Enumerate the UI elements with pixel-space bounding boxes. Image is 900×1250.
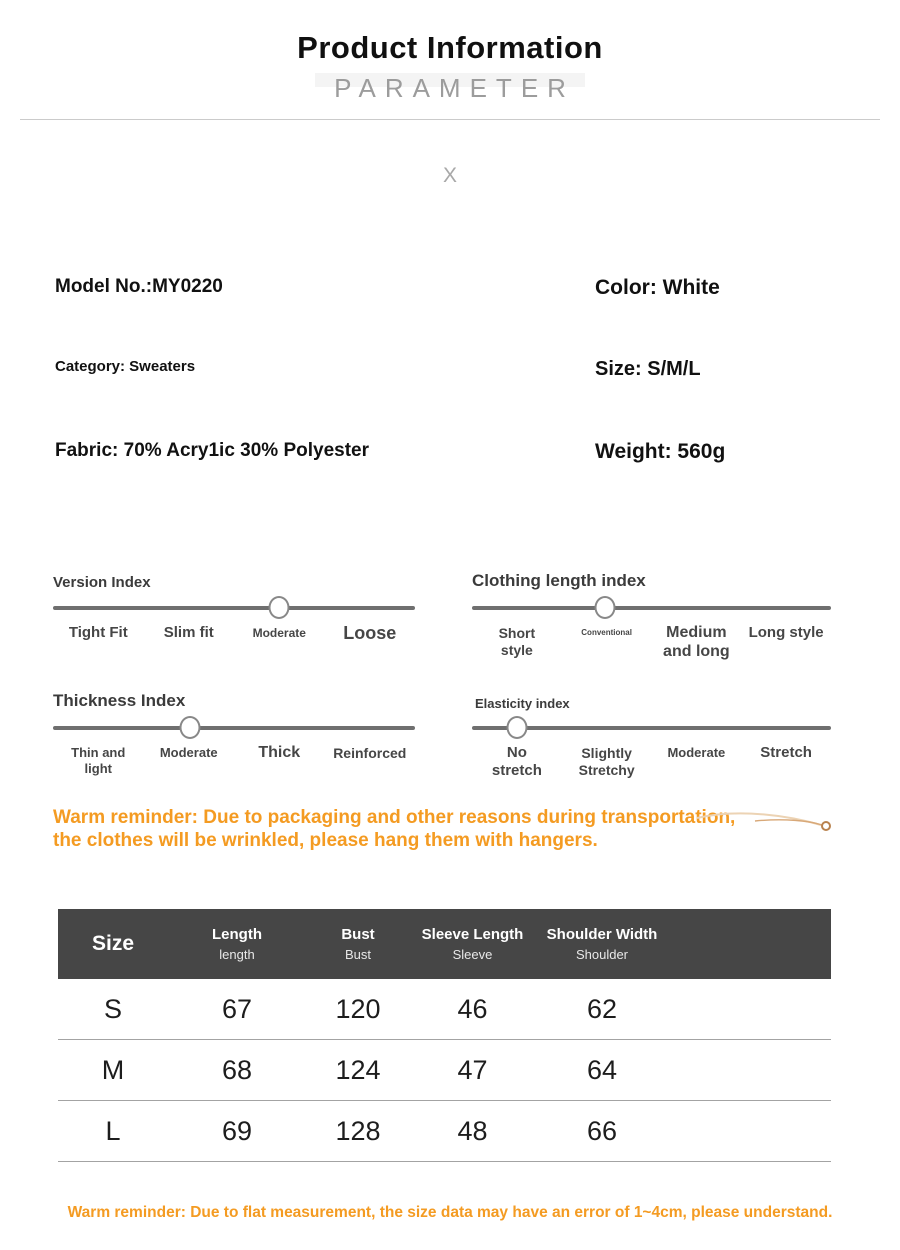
needle-thread-icon xyxy=(695,800,840,840)
slider-clothing-length-index xyxy=(472,562,831,661)
spec-model-no: Model No.:MY0220 xyxy=(55,276,223,297)
slider-label: Moderate xyxy=(159,745,218,761)
cell-shoulder: 64 xyxy=(586,1054,618,1085)
slider-label: Short style xyxy=(498,625,536,658)
cell-shoulder: 66 xyxy=(586,1115,618,1146)
page-subtitle: PARAMETER xyxy=(315,73,585,104)
table-row-s xyxy=(58,979,831,1040)
slider-label: Conventional xyxy=(581,628,632,637)
product-image-placeholder xyxy=(0,164,900,190)
column-header-shoulder: Shoulder Width Shoulder xyxy=(546,926,658,963)
slider-title: Version Index xyxy=(53,574,151,591)
slider-version-index xyxy=(53,562,415,661)
slider-labels xyxy=(53,743,415,776)
transport-reminder-line2: the clothes will be wrinkled, please hang them with hangers. xyxy=(53,830,598,852)
slider-knob[interactable] xyxy=(506,716,527,739)
size-table-header xyxy=(58,909,831,979)
spec-color: Color: White xyxy=(595,276,720,299)
slider-label: Loose xyxy=(343,623,397,643)
cell-bust: 124 xyxy=(335,1054,381,1085)
cell-sleeve: 46 xyxy=(457,993,488,1024)
slider-label: Moderate xyxy=(252,626,306,640)
slider-elasticity-index xyxy=(472,682,831,780)
broken-image-icon: X xyxy=(442,164,457,187)
cell-length: 67 xyxy=(221,993,253,1024)
table-row-m xyxy=(58,1040,831,1101)
slider-label: Long style xyxy=(748,624,824,641)
slider-knob[interactable] xyxy=(268,596,289,619)
cell-size: S xyxy=(103,993,122,1024)
measurement-reminder: Warm reminder: Due to flat measurement, the size data may have an error of 1~4cm, please understand. xyxy=(67,1204,833,1222)
slider-label: Slim fit xyxy=(163,624,214,641)
spec-fabric: Fabric: 70% Acry1ic 30% Polyester xyxy=(55,440,370,461)
slider-labels xyxy=(53,623,415,645)
slider-track xyxy=(53,606,415,610)
cell-length: 69 xyxy=(221,1115,253,1146)
slider-title: Elasticity index xyxy=(475,696,570,712)
slider-label: Slightly Stretchy xyxy=(578,745,635,779)
slider-labels xyxy=(472,743,831,780)
table-row-l xyxy=(58,1101,831,1162)
slider-title: Clothing length index xyxy=(472,571,646,590)
slider-label: Reinforced xyxy=(333,745,407,762)
slider-label: Thick xyxy=(258,744,301,762)
cell-size: L xyxy=(105,1115,121,1146)
spec-category: Category: Sweaters xyxy=(55,358,196,375)
spec-size: Size: S/M/L xyxy=(595,358,701,380)
column-header-size: Size xyxy=(91,932,135,956)
slider-knob[interactable] xyxy=(594,596,615,619)
cell-size: M xyxy=(101,1054,125,1085)
page-title: Product Information xyxy=(297,30,603,65)
slider-labels xyxy=(472,623,831,661)
size-table xyxy=(58,909,831,1162)
column-header-sleeve: Sleeve Length Sleeve xyxy=(421,926,524,963)
spec-weight: Weight: 560g xyxy=(595,440,726,463)
cell-bust: 120 xyxy=(335,993,381,1024)
slider-title: Thickness Index xyxy=(53,691,186,711)
column-header-bust: Bust Bust xyxy=(341,926,375,963)
slider-track xyxy=(472,726,831,730)
cell-length: 68 xyxy=(221,1054,253,1085)
slider-knob[interactable] xyxy=(179,716,200,739)
page-header xyxy=(0,0,900,104)
column-header-length: Length length xyxy=(212,926,262,963)
transport-reminder-line1: Warm reminder: Due to packaging and other reasons during transportation, xyxy=(53,807,736,829)
header-divider xyxy=(20,119,880,120)
slider-label: Tight Fit xyxy=(68,624,128,641)
slider-label: No stretch xyxy=(491,744,542,780)
cell-bust: 128 xyxy=(335,1115,381,1146)
slider-track xyxy=(53,726,415,730)
slider-label: Medium and long xyxy=(663,624,730,661)
slider-thickness-index xyxy=(53,682,415,780)
slider-label: Thin and light xyxy=(71,745,126,776)
spec-list xyxy=(55,276,840,522)
slider-label: Moderate xyxy=(667,745,726,761)
cell-sleeve: 48 xyxy=(457,1115,488,1146)
index-sliders xyxy=(53,562,831,780)
slider-track xyxy=(472,606,831,610)
cell-shoulder: 62 xyxy=(586,993,618,1024)
cell-sleeve: 47 xyxy=(457,1054,488,1085)
slider-label: Stretch xyxy=(760,744,812,762)
